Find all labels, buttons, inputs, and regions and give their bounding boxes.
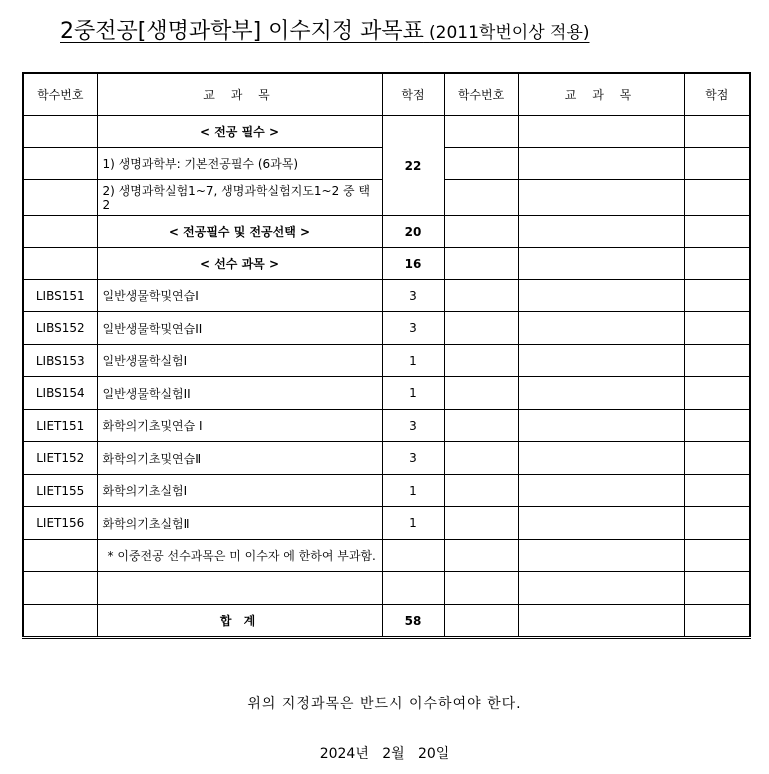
- course-credit: 1: [382, 345, 444, 377]
- course-code: LIBS153: [23, 345, 97, 377]
- course-code: LIET155: [23, 475, 97, 507]
- page-title: [60, 14, 590, 45]
- major-required-credit: 22: [382, 116, 444, 216]
- table-row: [23, 248, 750, 280]
- course-name: 일반생물학및연습I: [97, 280, 382, 312]
- header-credit-left: 학점: [382, 73, 444, 116]
- table-row: [23, 280, 750, 312]
- course-code: LIET151: [23, 410, 97, 442]
- header-credit-right: 학점: [684, 73, 750, 116]
- table-row: [23, 312, 750, 345]
- prereq-credit: 16: [382, 248, 444, 280]
- remark-note: * 이중전공 선수과목은 미 이수자 에 한하여 부과함.: [97, 540, 382, 572]
- table-row: [23, 572, 750, 605]
- table-row: [23, 410, 750, 442]
- course-table: [22, 72, 751, 639]
- course-name: 화학의기초및연습 I: [97, 410, 382, 442]
- table-header-row: [23, 73, 750, 116]
- course-code: LIBS152: [23, 312, 97, 345]
- course-credit: 3: [382, 280, 444, 312]
- table-row: [23, 540, 750, 572]
- section-major-all: < 전공필수 및 전공선택 >: [97, 216, 382, 248]
- table-row: [23, 442, 750, 475]
- course-name: 화학의기초및연습Ⅱ: [97, 442, 382, 475]
- document-date: 2024년 2월 20일: [319, 746, 450, 762]
- header-course-right: 교 과 목: [518, 73, 684, 116]
- table-row: [23, 507, 750, 540]
- total-row: [23, 605, 750, 638]
- section-prereq: < 선수 과목 >: [97, 248, 382, 280]
- course-credit: 1: [382, 475, 444, 507]
- section-major-required: < 전공 필수 >: [97, 116, 382, 148]
- course-name: 화학의기초실험I: [97, 475, 382, 507]
- table-row: [23, 345, 750, 377]
- header-code-left: 학수번호: [23, 73, 97, 116]
- course-code: LIBS154: [23, 377, 97, 410]
- total-credit: 58: [382, 605, 444, 638]
- major-required-item: 2) 생명과학실험1~7, 생명과학실험지도1~2 중 택2: [97, 180, 382, 216]
- header-code-right: 학수번호: [444, 73, 518, 116]
- course-credit: 1: [382, 377, 444, 410]
- title-sub: (2011학번이상 적용): [429, 23, 590, 43]
- course-name: 일반생물학실험I: [97, 345, 382, 377]
- course-code: LIBS151: [23, 280, 97, 312]
- course-name: 화학의기초실험Ⅱ: [97, 507, 382, 540]
- title-main: 2중전공[생명과학부] 이수지정 과목표: [60, 19, 424, 44]
- total-label: 합 계: [97, 605, 382, 638]
- table-row: [23, 116, 750, 148]
- major-all-credit: 20: [382, 216, 444, 248]
- footer-note: 위의 지정과목은 반드시 이수하여야 한다.: [247, 696, 522, 712]
- course-name: 일반생물학및연습II: [97, 312, 382, 345]
- table-row: [23, 216, 750, 248]
- course-credit: 3: [382, 410, 444, 442]
- table-row: [23, 377, 750, 410]
- header-course-left: 교 과 목: [97, 73, 382, 116]
- table-row: [23, 475, 750, 507]
- course-credit: 3: [382, 312, 444, 345]
- course-code: LIET156: [23, 507, 97, 540]
- course-code: LIET152: [23, 442, 97, 475]
- course-name: 일반생물학실험II: [97, 377, 382, 410]
- course-credit: 1: [382, 507, 444, 540]
- major-required-item: 1) 생명과학부: 기본전공필수 (6과목): [97, 148, 382, 180]
- course-credit: 3: [382, 442, 444, 475]
